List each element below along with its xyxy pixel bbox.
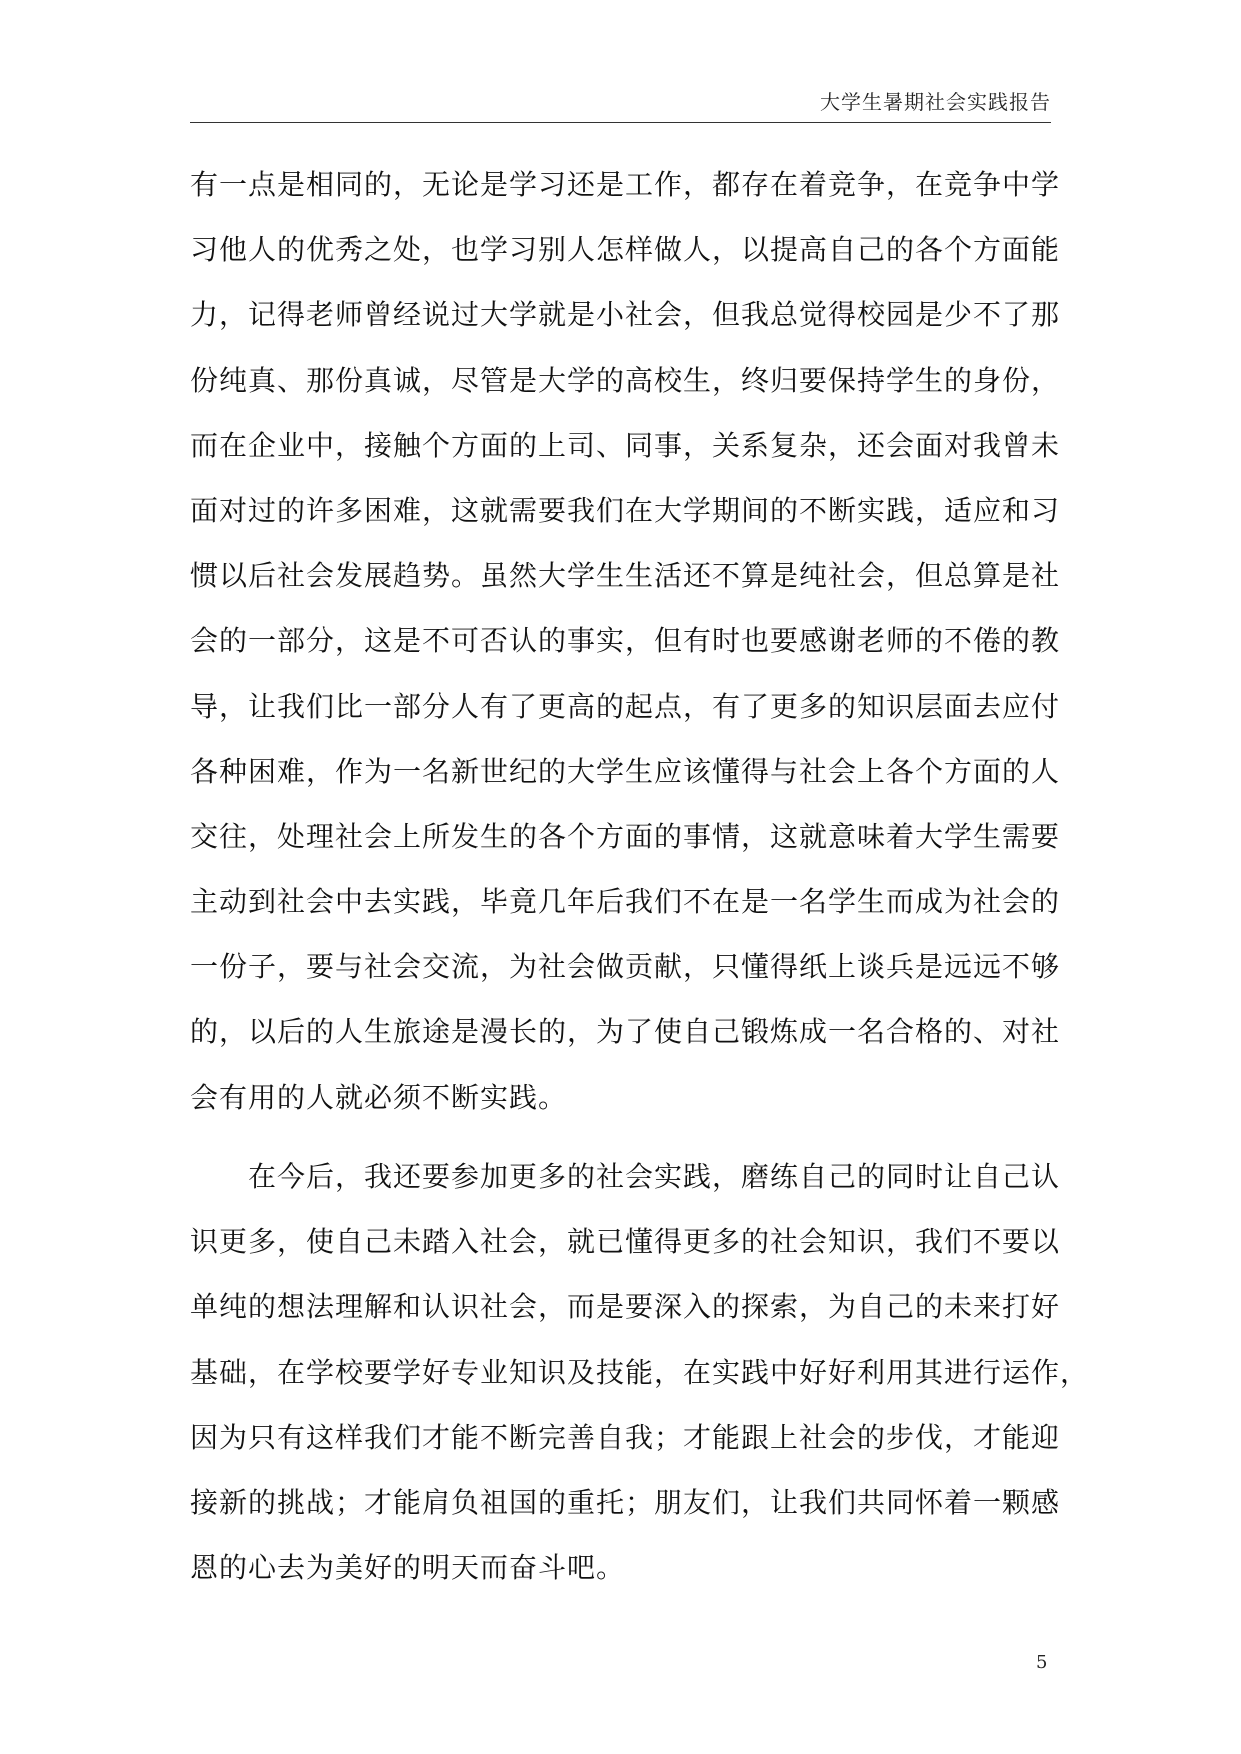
text-line: 基础，在学校要学好专业知识及技能，在实践中好好利用其进行运作， <box>190 1355 1090 1389</box>
text-line: 识更多，使自己未踏入社会，就已懂得更多的社会知识，我们不要以 <box>190 1225 1061 1259</box>
text-line: 接新的挑战；才能肩负祖国的重托；朋友们，让我们共同怀着一颗感 <box>190 1485 1061 1519</box>
text-line: 习他人的优秀之处，也学习别人怎样做人，以提高自己的各个方面能 <box>190 233 1061 267</box>
text-line: 在今后，我还要参加更多的社会实践，磨练自己的同时让自己认 <box>248 1160 1061 1193</box>
text-line: 会的一部分，这是不可否认的事实，但有时也要感谢老师的不倦的教 <box>190 624 1061 658</box>
text-line: 单纯的想法理解和认识社会，而是要深入的探索，为自己的未来打好 <box>190 1290 1061 1324</box>
text-line: 而在企业中，接触个方面的上司、同事，关系复杂，还会面对我曾未 <box>190 428 1061 462</box>
body-paragraph-2 <box>190 1144 1090 1600</box>
text-line: 的，以后的人生旅途是漫长的，为了使自己锻炼成一名合格的、对社 <box>190 1015 1061 1049</box>
text-line: 各种困难，作为一名新世纪的大学生应该懂得与社会上各个方面的人 <box>190 754 1061 788</box>
text-line: 导，让我们比一部分人有了更高的起点，有了更多的知识层面去应付 <box>190 689 1061 723</box>
text-line: 惯以后社会发展趋势。虽然大学生生活还不算是纯社会，但总算是社 <box>190 559 1061 593</box>
text-line: 会有用的人就必须不断实践。 <box>190 1080 568 1114</box>
text-line: 面对过的许多困难，这就需要我们在大学期间的不断实践，适应和习 <box>190 493 1061 527</box>
body-paragraph-1 <box>190 152 1061 1130</box>
text-line: 有一点是相同的，无论是学习还是工作，都存在着竞争，在竞争中学 <box>190 168 1061 201</box>
page-header-title: 大学生暑期社会实践报告 <box>820 90 1051 114</box>
header-divider <box>190 122 1051 123</box>
text-line: 主动到社会中去实践，毕竟几年后我们不在是一名学生而成为社会的 <box>190 885 1061 919</box>
text-line: 因为只有这样我们才能不断完善自我；才能跟上社会的步伐，才能迎 <box>190 1420 1061 1454</box>
text-line: 交往，处理社会上所发生的各个方面的事情，这就意味着大学生需要 <box>190 819 1061 853</box>
text-line: 份纯真、那份真诚，尽管是大学的高校生，终归要保持学生的身份， <box>190 363 1061 397</box>
text-line: 恩的心去为美好的明天而奋斗吧。 <box>190 1551 626 1585</box>
page-number: 5 <box>1036 1652 1048 1673</box>
text-line: 力，记得老师曾经说过大学就是小社会，但我总觉得校园是少不了那 <box>190 298 1061 332</box>
text-line: 一份子，要与社会交流，为社会做贡献，只懂得纸上谈兵是远远不够 <box>190 950 1061 984</box>
